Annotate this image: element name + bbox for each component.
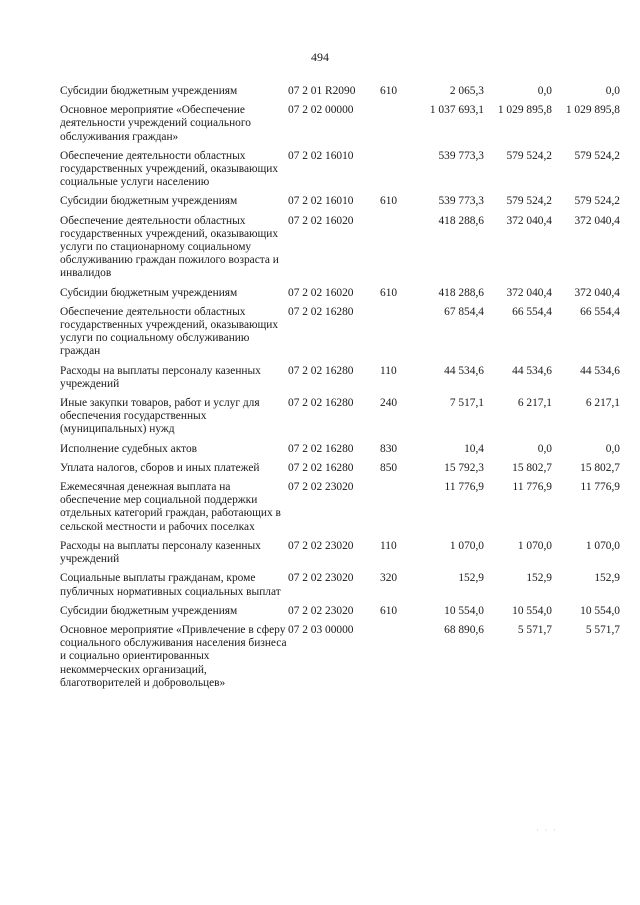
- row-name: Социальные выплаты гражданам, кроме публичных нормативных социальных выплат: [60, 572, 281, 598]
- row-value-1: 1 070,0: [449, 539, 484, 552]
- row-value-1: 67 854,4: [444, 305, 484, 318]
- row-value-2: 6 217,1: [517, 397, 552, 410]
- row-expense-type: [380, 215, 404, 287]
- row-value-3: 0,0: [605, 85, 620, 97]
- row-value-3: 66 554,4: [580, 305, 620, 318]
- row-value-1: 10 554,0: [444, 604, 484, 617]
- row-value-2: 372 040,4: [506, 286, 552, 299]
- row-code: 07 2 02 16280: [288, 461, 354, 474]
- row-code: 07 2 02 23020: [288, 604, 354, 617]
- row-value-2: 0,0: [537, 85, 552, 97]
- row-name: Обеспечение деятельности областных государственных учреждений, оказывающих услуги по стационарному социальному обслуживанию граждан пожилого возраста и инвалидов: [60, 214, 279, 280]
- row-code: 07 2 02 00000: [288, 104, 354, 117]
- row-value-2: 1 070,0: [517, 539, 552, 552]
- row-code: 07 2 02 16280: [288, 442, 354, 455]
- row-expense-type: 830: [380, 442, 398, 455]
- row-code: 07 2 03 00000: [288, 623, 354, 636]
- table-row: [60, 365, 620, 397]
- row-value-3: 579 524,2: [574, 149, 620, 162]
- row-code: 07 2 02 23020: [288, 539, 354, 552]
- table-row: [60, 572, 620, 604]
- table-row: [60, 150, 620, 196]
- row-code: 07 2 02 23020: [288, 572, 354, 585]
- budget-table: [60, 85, 620, 696]
- table-row: [60, 462, 620, 481]
- table-row: [60, 104, 620, 150]
- row-value-3: 1 070,0: [585, 539, 620, 552]
- row-value-2: 66 554,4: [512, 305, 552, 318]
- row-code: 07 2 02 16010: [288, 149, 354, 162]
- row-code: 07 2 02 16020: [288, 286, 354, 299]
- row-value-2: 579 524,2: [506, 149, 552, 162]
- row-name: Основное мероприятие «Обеспечение деятельности учреждений социального обслуживания граждан»: [60, 104, 251, 143]
- row-name: Субсидии бюджетным учреждениям: [60, 286, 238, 299]
- row-value-2: 5 571,7: [517, 623, 552, 636]
- row-value-3: 579 524,2: [574, 195, 620, 208]
- row-name: Субсидии бюджетным учреждениям: [60, 85, 238, 97]
- row-value-1: 44 534,6: [444, 364, 484, 377]
- row-value-3: 372 040,4: [574, 214, 620, 227]
- row-value-2: 15 802,7: [512, 461, 552, 474]
- row-expense-type: [380, 306, 404, 365]
- row-name: Иные закупки товаров, работ и услуг для обеспечения государственных (муниципальных) нужд: [60, 397, 260, 436]
- row-value-1: 2 065,3: [449, 85, 484, 97]
- row-code: 07 2 02 16010: [288, 195, 354, 208]
- row-value-2: 372 040,4: [506, 214, 552, 227]
- row-name: Ежемесячная денежная выплата на обеспечение мер социальной поддержки отдельных категорий граждан, работающих в сельской местности и рабочих поселках: [60, 481, 281, 533]
- table-row: [60, 215, 620, 287]
- row-expense-type: [380, 150, 404, 196]
- row-value-2: 579 524,2: [506, 195, 552, 208]
- scan-artifact: · · ·: [536, 826, 558, 835]
- row-value-1: 1 037 693,1: [429, 104, 484, 117]
- row-value-2: 1 029 895,8: [497, 104, 552, 117]
- row-name: Расходы на выплаты персоналу казенных учреждений: [60, 364, 261, 390]
- row-name: Уплата налогов, сборов и иных платежей: [60, 461, 260, 474]
- budget-table-body: [60, 85, 620, 696]
- row-code: 07 2 02 16020: [288, 214, 354, 227]
- row-value-1: 539 773,3: [438, 195, 484, 208]
- row-value-3: 11 776,9: [580, 481, 620, 494]
- row-value-3: 1 029 895,8: [565, 104, 620, 117]
- table-row: [60, 443, 620, 462]
- row-code: 07 2 02 16280: [288, 305, 354, 318]
- row-value-3: 44 534,6: [580, 364, 620, 377]
- row-value-3: 0,0: [605, 442, 620, 455]
- table-row: [60, 540, 620, 572]
- row-expense-type: 240: [380, 397, 398, 410]
- row-code: 07 2 02 16280: [288, 364, 354, 377]
- row-value-3: 372 040,4: [574, 286, 620, 299]
- row-value-1: 539 773,3: [438, 149, 484, 162]
- row-expense-type: 610: [380, 286, 398, 299]
- row-expense-type: [380, 104, 404, 150]
- row-code: 07 2 02 16280: [288, 397, 354, 410]
- row-value-1: 152,9: [458, 572, 484, 585]
- row-name: Субсидии бюджетным учреждениям: [60, 195, 238, 208]
- row-value-1: 68 890,6: [444, 623, 484, 636]
- row-value-2: 10 554,0: [512, 604, 552, 617]
- row-code: 07 2 01 R2090: [288, 85, 356, 97]
- table-row: [60, 624, 620, 696]
- row-value-2: 152,9: [526, 572, 552, 585]
- page-number: 494: [311, 50, 329, 64]
- row-expense-type: 110: [380, 539, 397, 552]
- table-row: [60, 287, 620, 306]
- row-value-3: 15 802,7: [580, 461, 620, 474]
- row-expense-type: 850: [380, 461, 398, 474]
- row-value-2: 44 534,6: [512, 364, 552, 377]
- row-value-3: 6 217,1: [585, 397, 620, 410]
- row-value-1: 15 792,3: [444, 461, 484, 474]
- row-value-1: 11 776,9: [444, 481, 484, 494]
- table-row: [60, 481, 620, 540]
- row-code: 07 2 02 23020: [288, 481, 354, 494]
- table-row: [60, 397, 620, 443]
- row-name: Субсидии бюджетным учреждениям: [60, 604, 238, 617]
- table-row: [60, 306, 620, 365]
- row-name: Основное мероприятие «Привлечение в сферу социального обслуживания населения бизнеса и социально ориентированных некоммерческих организаций, благотворителей и добровольцев»: [60, 623, 287, 689]
- row-value-1: 10,4: [464, 442, 484, 455]
- row-value-1: 7 517,1: [449, 397, 484, 410]
- row-value-2: 11 776,9: [512, 481, 552, 494]
- row-value-3: 5 571,7: [585, 623, 620, 636]
- row-expense-type: [380, 624, 404, 696]
- row-value-1: 418 288,6: [438, 214, 484, 227]
- row-value-3: 152,9: [594, 572, 620, 585]
- row-expense-type: 610: [380, 604, 398, 617]
- row-expense-type: [380, 481, 404, 540]
- row-name: Обеспечение деятельности областных государственных учреждений, оказывающих услуги по социальному обслуживанию граждан: [60, 305, 279, 358]
- table-row: [60, 605, 620, 624]
- row-value-2: 0,0: [537, 442, 552, 455]
- row-name: Исполнение судебных актов: [60, 442, 198, 455]
- row-name: Обеспечение деятельности областных государственных учреждений, оказывающих социальные услуги населению: [60, 149, 279, 189]
- table-row: [60, 195, 620, 214]
- row-name: Расходы на выплаты персоналу казенных учреждений: [60, 539, 261, 566]
- row-value-1: 418 288,6: [438, 286, 484, 299]
- table-row: [60, 85, 620, 104]
- row-expense-type: 610: [380, 195, 398, 208]
- row-value-3: 10 554,0: [580, 604, 620, 617]
- row-expense-type: 320: [380, 572, 398, 585]
- row-expense-type: 610: [380, 85, 398, 97]
- row-expense-type: 110: [380, 364, 397, 377]
